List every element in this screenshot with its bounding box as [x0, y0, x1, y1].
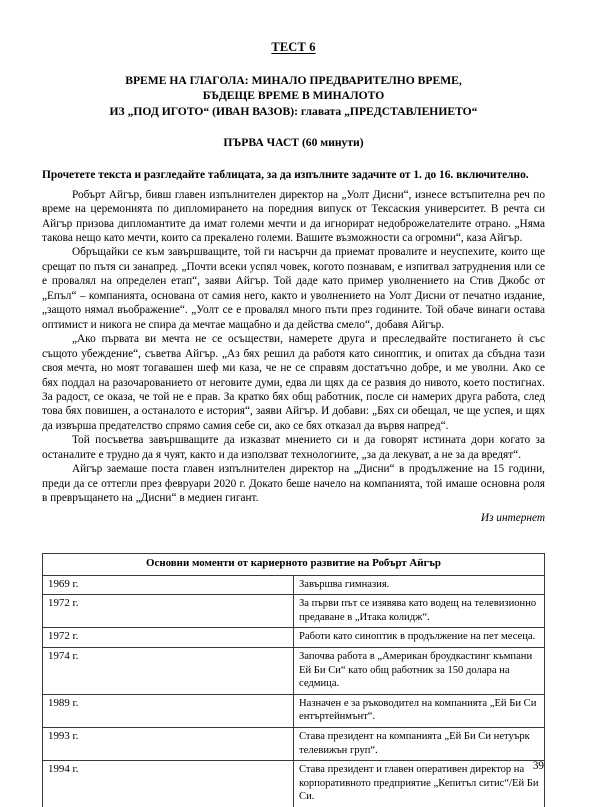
table-cell-event: Завършва гимназия. — [294, 575, 545, 595]
paragraph: Робърт Айгър, бивш главен изпълнителен директор на „Уолт Дисни“, изнесе встъпителна реч по време на церемонията по дипломирането на поредния випуск от Тексаския университет. В речта си Айгър призова дипломантите да имат големи мечти и да игнорират недоброжелателите отрано. „Няма такова нещо като мечти, които са прекалено големи. Вашите възможности са огромни“, каза Айгър. — [42, 188, 545, 244]
table-cell-year: 1994 г. — [43, 761, 294, 807]
table-row — [43, 727, 545, 760]
table-row — [43, 628, 545, 648]
table-cell-year: 1972 г. — [43, 628, 294, 648]
table-cell-year: 1969 г. — [43, 575, 294, 595]
main-title — [42, 73, 545, 119]
body-text — [42, 188, 545, 506]
table-row — [43, 694, 545, 727]
table-cell-event: Става президент и главен оперативен директор на корпоративното предприятие „Кепитъл ситис“/Ей Би Си. — [294, 761, 545, 807]
document-content — [42, 40, 545, 524]
page-number: 39 — [532, 760, 544, 772]
table-cell-event: За първи път се изявява като водещ на телевизионно предаване в „Итака колидж“. — [294, 595, 545, 628]
table-cell-year: 1989 г. — [43, 694, 294, 727]
table-cell-year: 1993 г. — [43, 727, 294, 760]
table-cell-event: Започва работа в „Американ броудкастинг къмпани Ей Би Си“ като общ работник за 150 долара на седмица. — [294, 647, 545, 694]
main-title-line-1: ВРЕМЕ НА ГЛАГОЛА: МИНАЛО ПРЕДВАРИТЕЛНО ВРЕМЕ, — [125, 74, 462, 87]
part-title: ПЪРВА ЧАСТ (60 минути) — [223, 136, 364, 150]
table-title: Основни моменти от кариерното развитие на Робърт Айгър — [43, 554, 545, 576]
paragraph: Айгър заемаше поста главен изпълнителен директор на „Дисни“ в продължение на 15 години, преди да се оттегли през февруари 2020 г. Докато беше начело на компанията, той имаше основна роля в превръщането на „Дисни“ в медиен гигант. — [42, 463, 545, 505]
table-header-row — [43, 554, 545, 576]
table-row — [43, 647, 545, 694]
main-title-line-3: ИЗ „ПОД ИГОТО“ (ИВАН ВАЗОВ): главата „ПРЕДСТАВЛЕНИЕТО“ — [109, 104, 478, 118]
table-cell-event: Става президент на компанията „Ей Би Си нетуърк телевижън груп“. — [294, 727, 545, 760]
table-cell-year: 1972 г. — [43, 595, 294, 628]
table-cell-event: Работи като синоптик в продължение на пет месеца. — [294, 628, 545, 648]
paragraph: Той посъветва завършващите да изказват мнението си и да говорят истината дори когато за останалите е трудно да я чуят, както и да използват технологиите, „за да лекуват, а не за да вредят“. — [42, 434, 545, 461]
test-title-text: ТЕСТ 6 — [271, 40, 316, 54]
table-row — [43, 595, 545, 628]
source-attribution: Из интернет — [480, 511, 545, 524]
instruction-text: Прочетете текста и разгледайте таблицата, за да изпълните задачите от 1. до 16. включително. — [42, 169, 529, 182]
main-title-line-2: БЪДЕЩЕ ВРЕМЕ В МИНАЛОТО — [202, 89, 385, 103]
test-title — [42, 40, 545, 55]
table-body — [43, 575, 545, 807]
table-cell-event: Назначен е за ръководител на компанията „Ей Би Си ентъртейнмънт“. — [294, 694, 545, 727]
paragraph: Обръщайки се към завършващите, той ги насърчи да приемат провалите и неуспехите, които ще срещат по пътя си занапред. „Почти всеки успял човек, когото познавам, е изпитвал затруднения или се е провалял на определен етап“, заяви Айгър. Той даде като пример уволнението на Стив Джобс от „Епъл“ – компанията, основана от самия него, както и уволнението на Уолт Дисни от печатно издание, „защото нямал въображение“. „Уолт се е провалял много пъти през годините. Той обаче винаги остава оптимист и никога не спира да мечтае мащабно и да действа смело“, добавя Айгър. — [42, 246, 545, 331]
paragraph: „Ако първата ви мечта не се осъществи, намерете друга и преследвайте постигането ѝ със същото убеждение“, съветва Айгър. „Аз бях решил да работя като синоптик, и опитах да сбъдна тази своя мечта, но моят тогавашен шеф ми каза, че не се справям достатъчно добре, и ме уволни. Ако се бях поддал на разочарованието от неговите думи, едва ли щях да се развия до нивото, което постигнах. За радост, се оказа, че той не е прав. За кратко бях общ работник, после си намерих друга работа, след това бях повишен, а останалото е история“, заяви Айгър. И добави: „Бях си обещал, че ще успея, и щях да извърша предателство спрямо самия себе си, ако се бях отказал да вървя напред“. — [42, 333, 545, 432]
table-row — [43, 575, 545, 595]
table-cell-year: 1974 г. — [43, 647, 294, 694]
